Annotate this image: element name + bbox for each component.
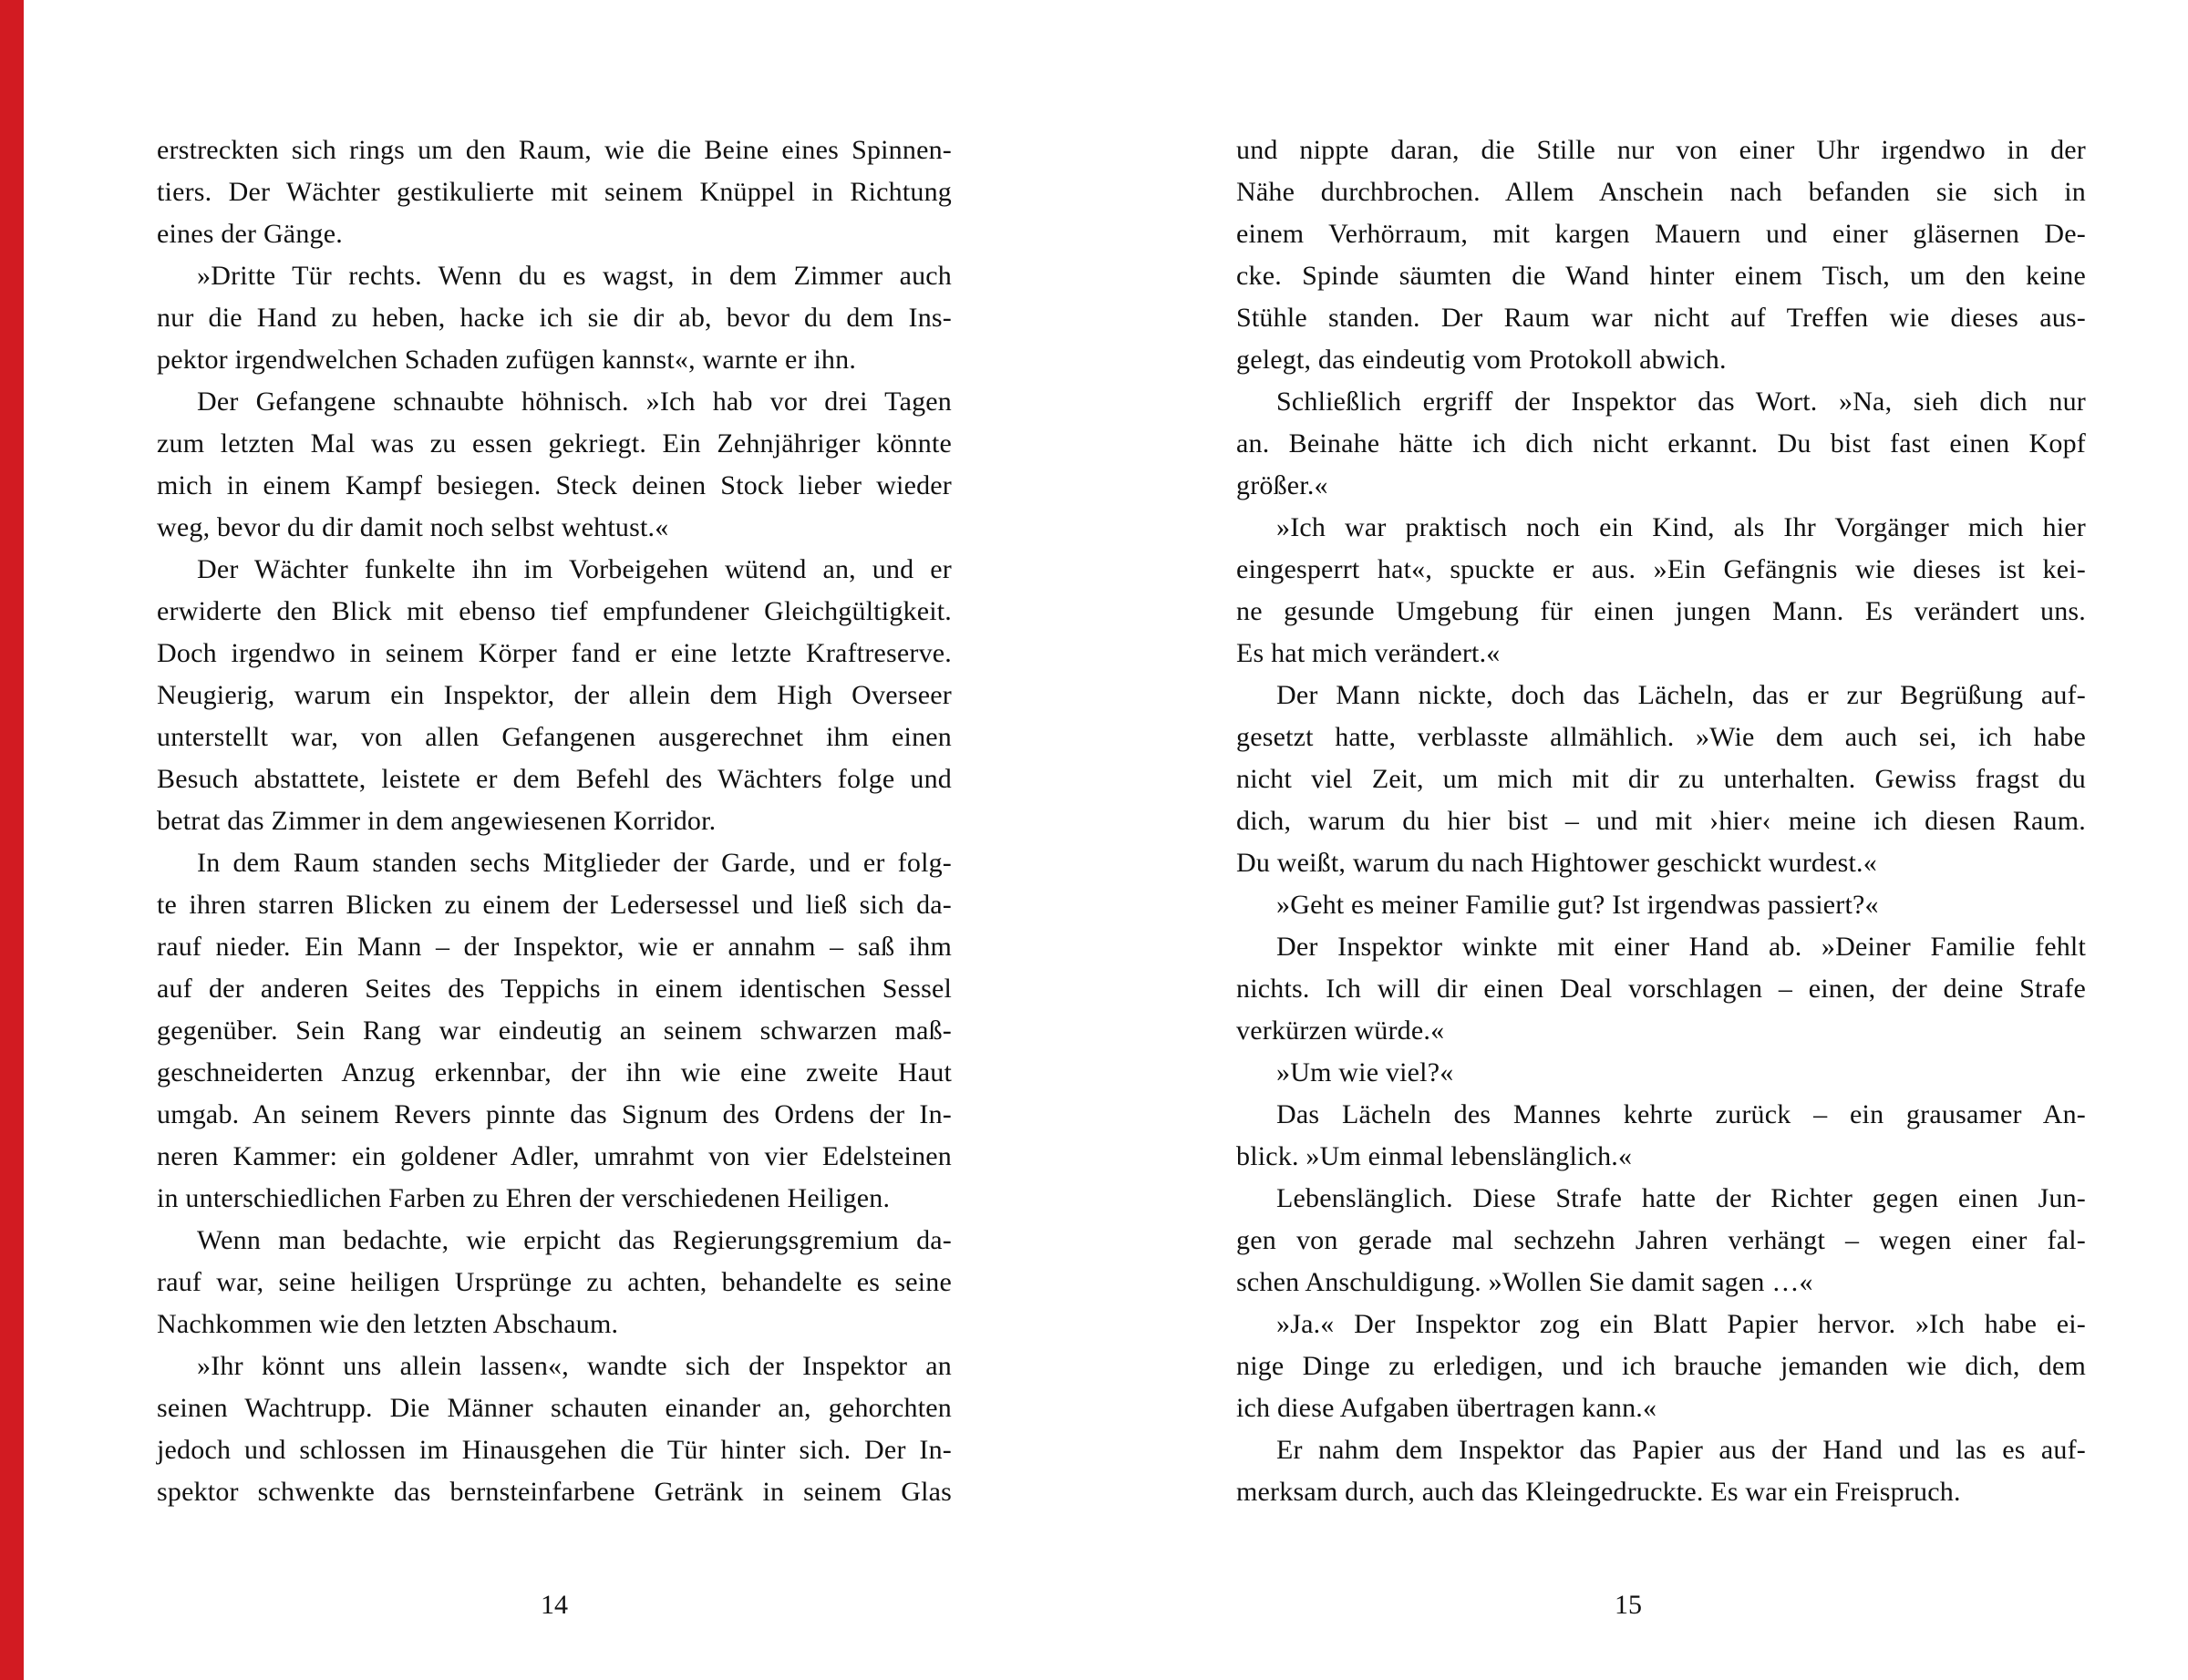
text-line: Du weißt, warum du nach Hightower geschickt wurdest.« <box>1236 848 1877 878</box>
text-line: Der Inspektor winkte mit einer Hand ab. »Deiner Familie fehlt <box>1276 932 2086 962</box>
text-line: gelegt, das eindeutig vom Protokoll abwich. <box>1236 345 1727 375</box>
text-line: gen von gerade mal sechzehn Jahren verhängt – wegen einer fal- <box>1236 1225 2086 1255</box>
text-line: »Um wie viel?« <box>1276 1057 1454 1087</box>
text-line: in unterschiedlichen Farben zu Ehren der verschiedenen Heiligen. <box>157 1183 891 1213</box>
text-line: unterstellt war, von allen Gefangenen ausgerechnet ihm einen <box>157 722 952 752</box>
text-line: mich in einem Kampf besiegen. Steck deinen Stock lieber wieder <box>157 470 952 500</box>
text-line: rauf war, seine heiligen Ursprünge zu achten, behandelte es seine <box>157 1267 952 1297</box>
text-line: pektor irgendwelchen Schaden zufügen kannst«, warnte er ihn. <box>157 345 857 375</box>
text-line: an. Beinahe hätte ich dich nicht erkannt. Du bist fast einen Kopf <box>1236 428 2086 459</box>
text-line: Besuch abstattete, leistete er dem Befehl des Wächters folge und <box>157 764 952 794</box>
text-line: »Ich war praktisch noch ein Kind, als Ihr Vorgänger mich hier <box>1276 512 2086 542</box>
text-line: Nachkommen wie den letzten Abschaum. <box>157 1309 619 1339</box>
text-line: zum letzten Mal was zu essen gekriegt. Ein Zehnjähriger könnte <box>157 428 952 459</box>
text-line: größer.« <box>1236 470 1328 500</box>
text-line: tiers. Der Wächter gestikulierte mit seinem Knüppel in Richtung <box>157 177 952 207</box>
text-line: umgab. An seinem Revers pinnte das Signum des Ordens der In- <box>157 1099 952 1129</box>
text-line: erstreckten sich rings um den Raum, wie die Beine eines Spinnen- <box>157 135 952 165</box>
text-line: Neugierig, warum ein Inspektor, der allein dem High Overseer <box>157 680 952 710</box>
text-line: Der Mann nickte, doch das Lächeln, das er zur Begrüßung auf- <box>1276 680 2086 710</box>
text-line: Wenn man bedachte, wie erpicht das Regierungsgremium da- <box>197 1225 952 1255</box>
text-line: auf der anderen Seites des Teppichs in einem identischen Sessel <box>157 974 952 1004</box>
text-line: einem Verhörraum, mit kargen Mauern und einer gläsernen De- <box>1236 219 2086 249</box>
text-line: Der Gefangene schnaubte höhnisch. »Ich hab vor drei Tagen <box>197 387 952 417</box>
text-line: Schließlich ergriff der Inspektor das Wort. »Na, sieh dich nur <box>1276 387 2086 417</box>
text-line: erwiderte den Blick mit ebenso tief empfundener Gleichgültigkeit. <box>157 596 952 626</box>
page-right-text <box>1236 129 2086 1513</box>
text-line: schen Anschuldigung. »Wollen Sie damit sagen …« <box>1236 1267 1813 1297</box>
cover-edge-red-strip <box>0 0 24 1680</box>
text-line: Das Lächeln des Mannes kehrte zurück – ein grausamer An- <box>1276 1099 2086 1129</box>
text-line: dich, warum du hier bist – und mit ›hier‹ meine ich diesen Raum. <box>1236 806 2086 836</box>
text-line: Lebenslänglich. Diese Strafe hatte der Richter gegen einen Jun- <box>1276 1183 2086 1213</box>
text-line: nur die Hand zu heben, hacke ich sie dir ab, bevor du dem Ins- <box>157 303 952 333</box>
text-line: seinen Wachtrupp. Die Männer schauten einander an, gehorchten <box>157 1393 952 1423</box>
text-line: nicht viel Zeit, um mich mit dir zu unterhalten. Gewiss fragst du <box>1236 764 2086 794</box>
text-line: »Geht es meiner Familie gut? Ist irgendwas passiert?« <box>1276 890 1879 920</box>
text-line: cke. Spinde säumten die Wand hinter einem Tisch, um den keine <box>1236 261 2086 291</box>
text-line: und nippte daran, die Stille nur von einer Uhr irgendwo in der <box>1236 135 2086 165</box>
text-line: eines der Gänge. <box>157 219 343 249</box>
text-line: Doch irgendwo in seinem Körper fand er eine letzte Kraftreserve. <box>157 638 952 668</box>
page-number-left: 14 <box>541 1590 568 1620</box>
text-line: gesetzt hatte, verblasste allmählich. »Wie dem auch sei, ich habe <box>1236 722 2086 752</box>
text-line: betrat das Zimmer in dem angewiesenen Korridor. <box>157 806 717 836</box>
text-line: weg, bevor du dir damit noch selbst wehtust.« <box>157 512 669 542</box>
page-left-text <box>157 129 952 1513</box>
text-line: nige Dinge zu erledigen, und ich brauche jemanden wie dich, dem <box>1236 1351 2086 1381</box>
text-line: »Ihr könnt uns allein lassen«, wandte sich der Inspektor an <box>197 1351 952 1381</box>
text-line: jedoch und schlossen im Hinausgehen die Tür hinter sich. Der In- <box>157 1435 952 1465</box>
text-line: Es hat mich verändert.« <box>1236 638 1501 668</box>
text-line: neren Kammer: ein goldener Adler, umrahmt von vier Edelsteinen <box>157 1141 952 1171</box>
text-line: nichts. Ich will dir einen Deal vorschlagen – einen, der deine Strafe <box>1236 974 2086 1004</box>
text-line: rauf nieder. Ein Mann – der Inspektor, wie er annahm – saß ihm <box>157 932 952 962</box>
text-line: verkürzen würde.« <box>1236 1015 1445 1046</box>
text-line: ich diese Aufgaben übertragen kann.« <box>1236 1393 1657 1423</box>
text-line: te ihren starren Blicken zu einem der Ledersessel und ließ sich da- <box>157 890 952 920</box>
text-line: »Ja.« Der Inspektor zog ein Blatt Papier hervor. »Ich habe ei- <box>1276 1309 2086 1339</box>
text-line: merksam durch, auch das Kleingedruckte. Es war ein Freispruch. <box>1236 1477 1961 1507</box>
text-line: Nähe durchbrochen. Allem Anschein nach befanden sie sich in <box>1236 177 2086 207</box>
text-line: spektor schwenkte das bernsteinfarbene Getränk in seinem Glas <box>157 1477 952 1507</box>
text-line: geschneiderten Anzug erkennbar, der ihn wie eine zweite Haut <box>157 1057 952 1087</box>
text-line: eingesperrt hat«, spuckte er aus. »Ein Gefängnis wie dieses ist kei- <box>1236 554 2086 584</box>
page-number-right: 15 <box>1615 1590 1642 1620</box>
text-line: Er nahm dem Inspektor das Papier aus der Hand und las es auf- <box>1276 1435 2086 1465</box>
text-line: gegenüber. Sein Rang war eindeutig an seinem schwarzen maß- <box>157 1015 952 1046</box>
text-line: In dem Raum standen sechs Mitglieder der Garde, und er folg- <box>197 848 952 878</box>
text-line: blick. »Um einmal lebenslänglich.« <box>1236 1141 1633 1171</box>
text-line: ne gesunde Umgebung für einen jungen Mann. Es verändert uns. <box>1236 596 2086 626</box>
text-line: »Dritte Tür rechts. Wenn du es wagst, in dem Zimmer auch <box>197 261 952 291</box>
text-line: Stühle standen. Der Raum war nicht auf Treffen wie dieses aus- <box>1236 303 2086 333</box>
text-line: Der Wächter funkelte ihn im Vorbeigehen wütend an, und er <box>197 554 952 584</box>
